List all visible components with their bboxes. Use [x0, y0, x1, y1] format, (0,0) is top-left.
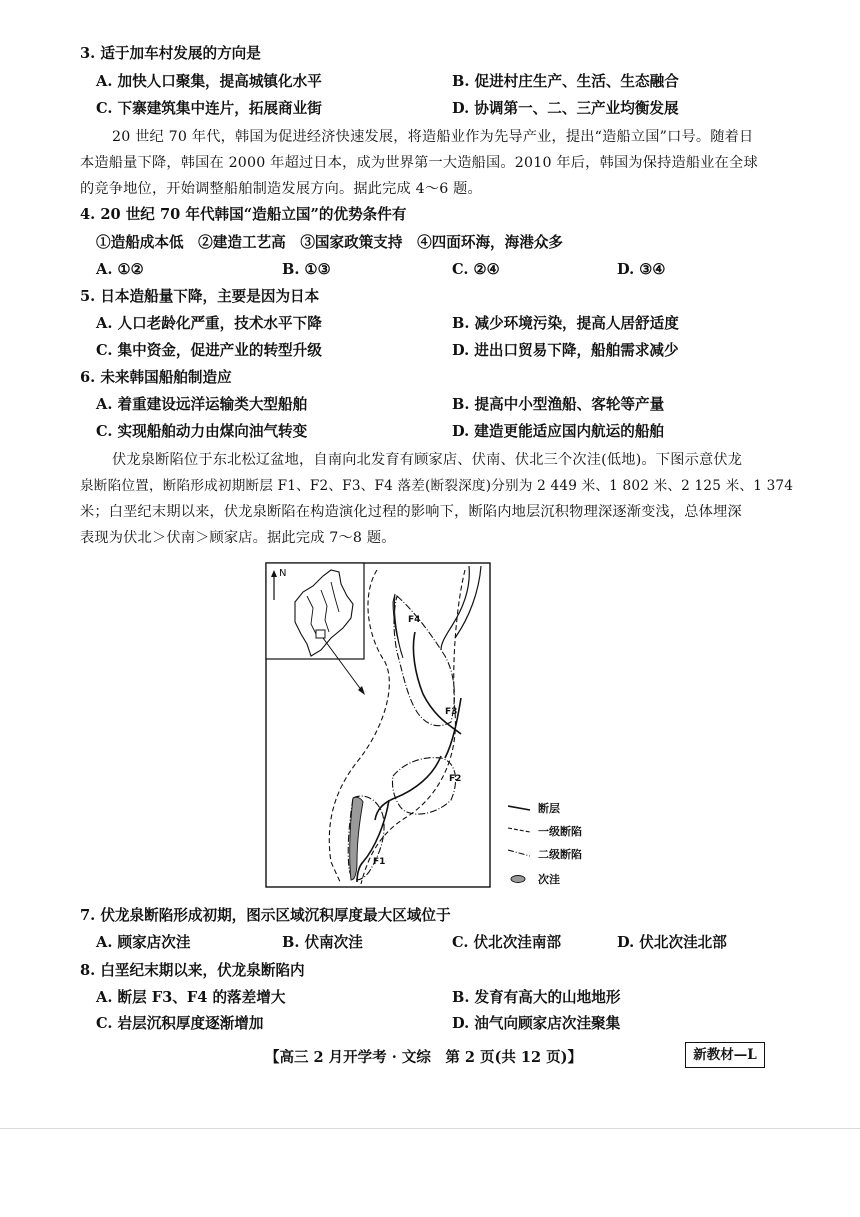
passage-1-line-2: 本造船量下降，韩国在 2000 年超过日本，成为世界第一大造船国。2010 年后，韩国为保持造船业在全球: [80, 155, 758, 171]
question-3-stem: 3. 适于加车村发展的方向是: [80, 45, 261, 62]
label-f4: F4: [408, 615, 421, 625]
legend-fault-label: 断层: [538, 802, 560, 815]
legend-primary-symbol: [508, 828, 530, 832]
passage-2-line-1: 伏龙泉断陷位于东北松辽盆地，自南向北发育有顾家店、伏南、伏北三个次洼(低地)。下图示意伏龙: [112, 452, 743, 468]
page-footer: 【高三 2 月开学考 · 文综 第 2 页(共 12 页)】: [265, 1049, 583, 1066]
label-f2: F2: [449, 774, 462, 784]
gujiadian-sag-shaded: [350, 797, 363, 880]
question-8-stem: 8. 白垩纪末期以来，伏龙泉断陷内: [80, 962, 305, 979]
map-legend: [506, 800, 606, 890]
fulongquan-map-figure: [265, 562, 491, 888]
q8-option-c: C. 岩层沉积厚度逐渐增加: [96, 1015, 264, 1032]
label-f1: F1: [373, 857, 386, 867]
north-label: N: [279, 568, 287, 579]
q3-option-b: B. 促进村庄生产、生活、生态融合: [452, 73, 679, 90]
q5-option-a: A. 人口老龄化严重，技术水平下降: [96, 315, 322, 332]
q4-option-c: C. ②④: [452, 261, 500, 278]
fulongquan-map: [265, 562, 491, 888]
q8-option-a: A. 断层 F3、F4 的落差增大: [96, 989, 286, 1006]
legend-sag-symbol: [511, 876, 525, 883]
legend-secondary-label: 二级断陷: [538, 848, 582, 861]
legend-fault-symbol: [508, 806, 530, 810]
q7-option-a: A. 顾家店次洼: [96, 934, 191, 951]
q7-option-d: D. 伏北次洼北部: [617, 934, 727, 951]
q7-option-c: C. 伏北次洼南部: [452, 934, 562, 951]
question-5-stem: 5. 日本造船量下降，主要是因为日本: [80, 288, 320, 305]
q3-option-a: A. 加快人口聚集，提高城镇化水平: [96, 73, 322, 90]
q4-option-b: B. ①③: [282, 261, 331, 278]
q4-option-a: A. ①②: [96, 261, 144, 278]
q8-option-d: D. 油气向顾家店次洼聚集: [452, 1015, 621, 1032]
q3-option-c: C. 下寨建筑集中连片，拓展商业街: [96, 100, 322, 117]
passage-1-line-3: 的竞争地位，开始调整船舶制造发展方向。据此完成 4～6 题。: [80, 181, 482, 197]
label-f3: F3: [445, 707, 458, 717]
q5-option-d: D. 进出口贸易下降，船舶需求减少: [452, 342, 679, 359]
legend-sag-label: 次洼: [538, 873, 560, 886]
fault-f2: [375, 756, 441, 820]
passage-1-line-1: 20 世纪 70 年代，韩国为促进经济快速发展，将造船业作为先导产业，提出“造船立国”口号。随着日: [112, 129, 754, 145]
question-6-stem: 6. 未来韩国船舶制造应: [80, 369, 232, 386]
q5-option-b: B. 减少环境污染，提高人居舒适度: [452, 315, 679, 332]
fault-f1: [357, 800, 389, 882]
q4-items: ①造船成本低 ②建造工艺高 ③国家政策支持 ④四面环海，海港众多: [96, 234, 564, 251]
passage-2-line-2: 泉断陷位置，断陷形成初期断层 F1、F2、F3、F4 落差(断裂深度)分别为 2 449 米、1 802 米、2 125 米、1 374: [80, 478, 794, 494]
q8-option-b: B. 发育有高大的山地地形: [452, 989, 621, 1006]
legend-secondary-symbol: [508, 850, 530, 856]
inset-location-box: [316, 630, 325, 638]
q4-option-d: D. ③④: [617, 261, 666, 278]
question-4-stem: 4. 20 世纪 70 年代韩国“造船立国”的优势条件有: [80, 206, 407, 223]
edition-badge: 新教材—L: [685, 1042, 765, 1068]
scan-bottom-edge: [0, 1128, 860, 1129]
q7-option-b: B. 伏南次洼: [282, 934, 363, 951]
legend-primary-label: 一级断陷: [538, 825, 582, 838]
q5-option-c: C. 集中资金，促进产业的转型升级: [96, 342, 322, 359]
q6-option-b: B. 提高中小型渔船、客轮等产量: [452, 396, 665, 413]
q6-option-c: C. 实现船舶动力由煤向油气转变: [96, 423, 308, 440]
q6-option-d: D. 建造更能适应国内航运的船舶: [452, 423, 665, 440]
question-7-stem: 7. 伏龙泉断陷形成初期，图示区域沉积厚度最大区域位于: [80, 907, 451, 924]
passage-2-line-4: 表现为伏北＞伏南＞顾家店。据此完成 7～8 题。: [80, 530, 396, 546]
funan-sag-boundary: [392, 758, 455, 814]
fubei-sag-shaded: [393, 594, 403, 658]
passage-2-line-3: 米；白垩纪末期以来，伏龙泉断陷在构造演化过程的影响下，断陷内地层沉积物理深逐渐变浅，总体埋深: [80, 504, 742, 520]
q6-option-a: A. 着重建设远洋运输类大型船舶: [96, 396, 308, 413]
q3-option-d: D. 协调第一、二、三产业均衡发展: [452, 100, 679, 117]
